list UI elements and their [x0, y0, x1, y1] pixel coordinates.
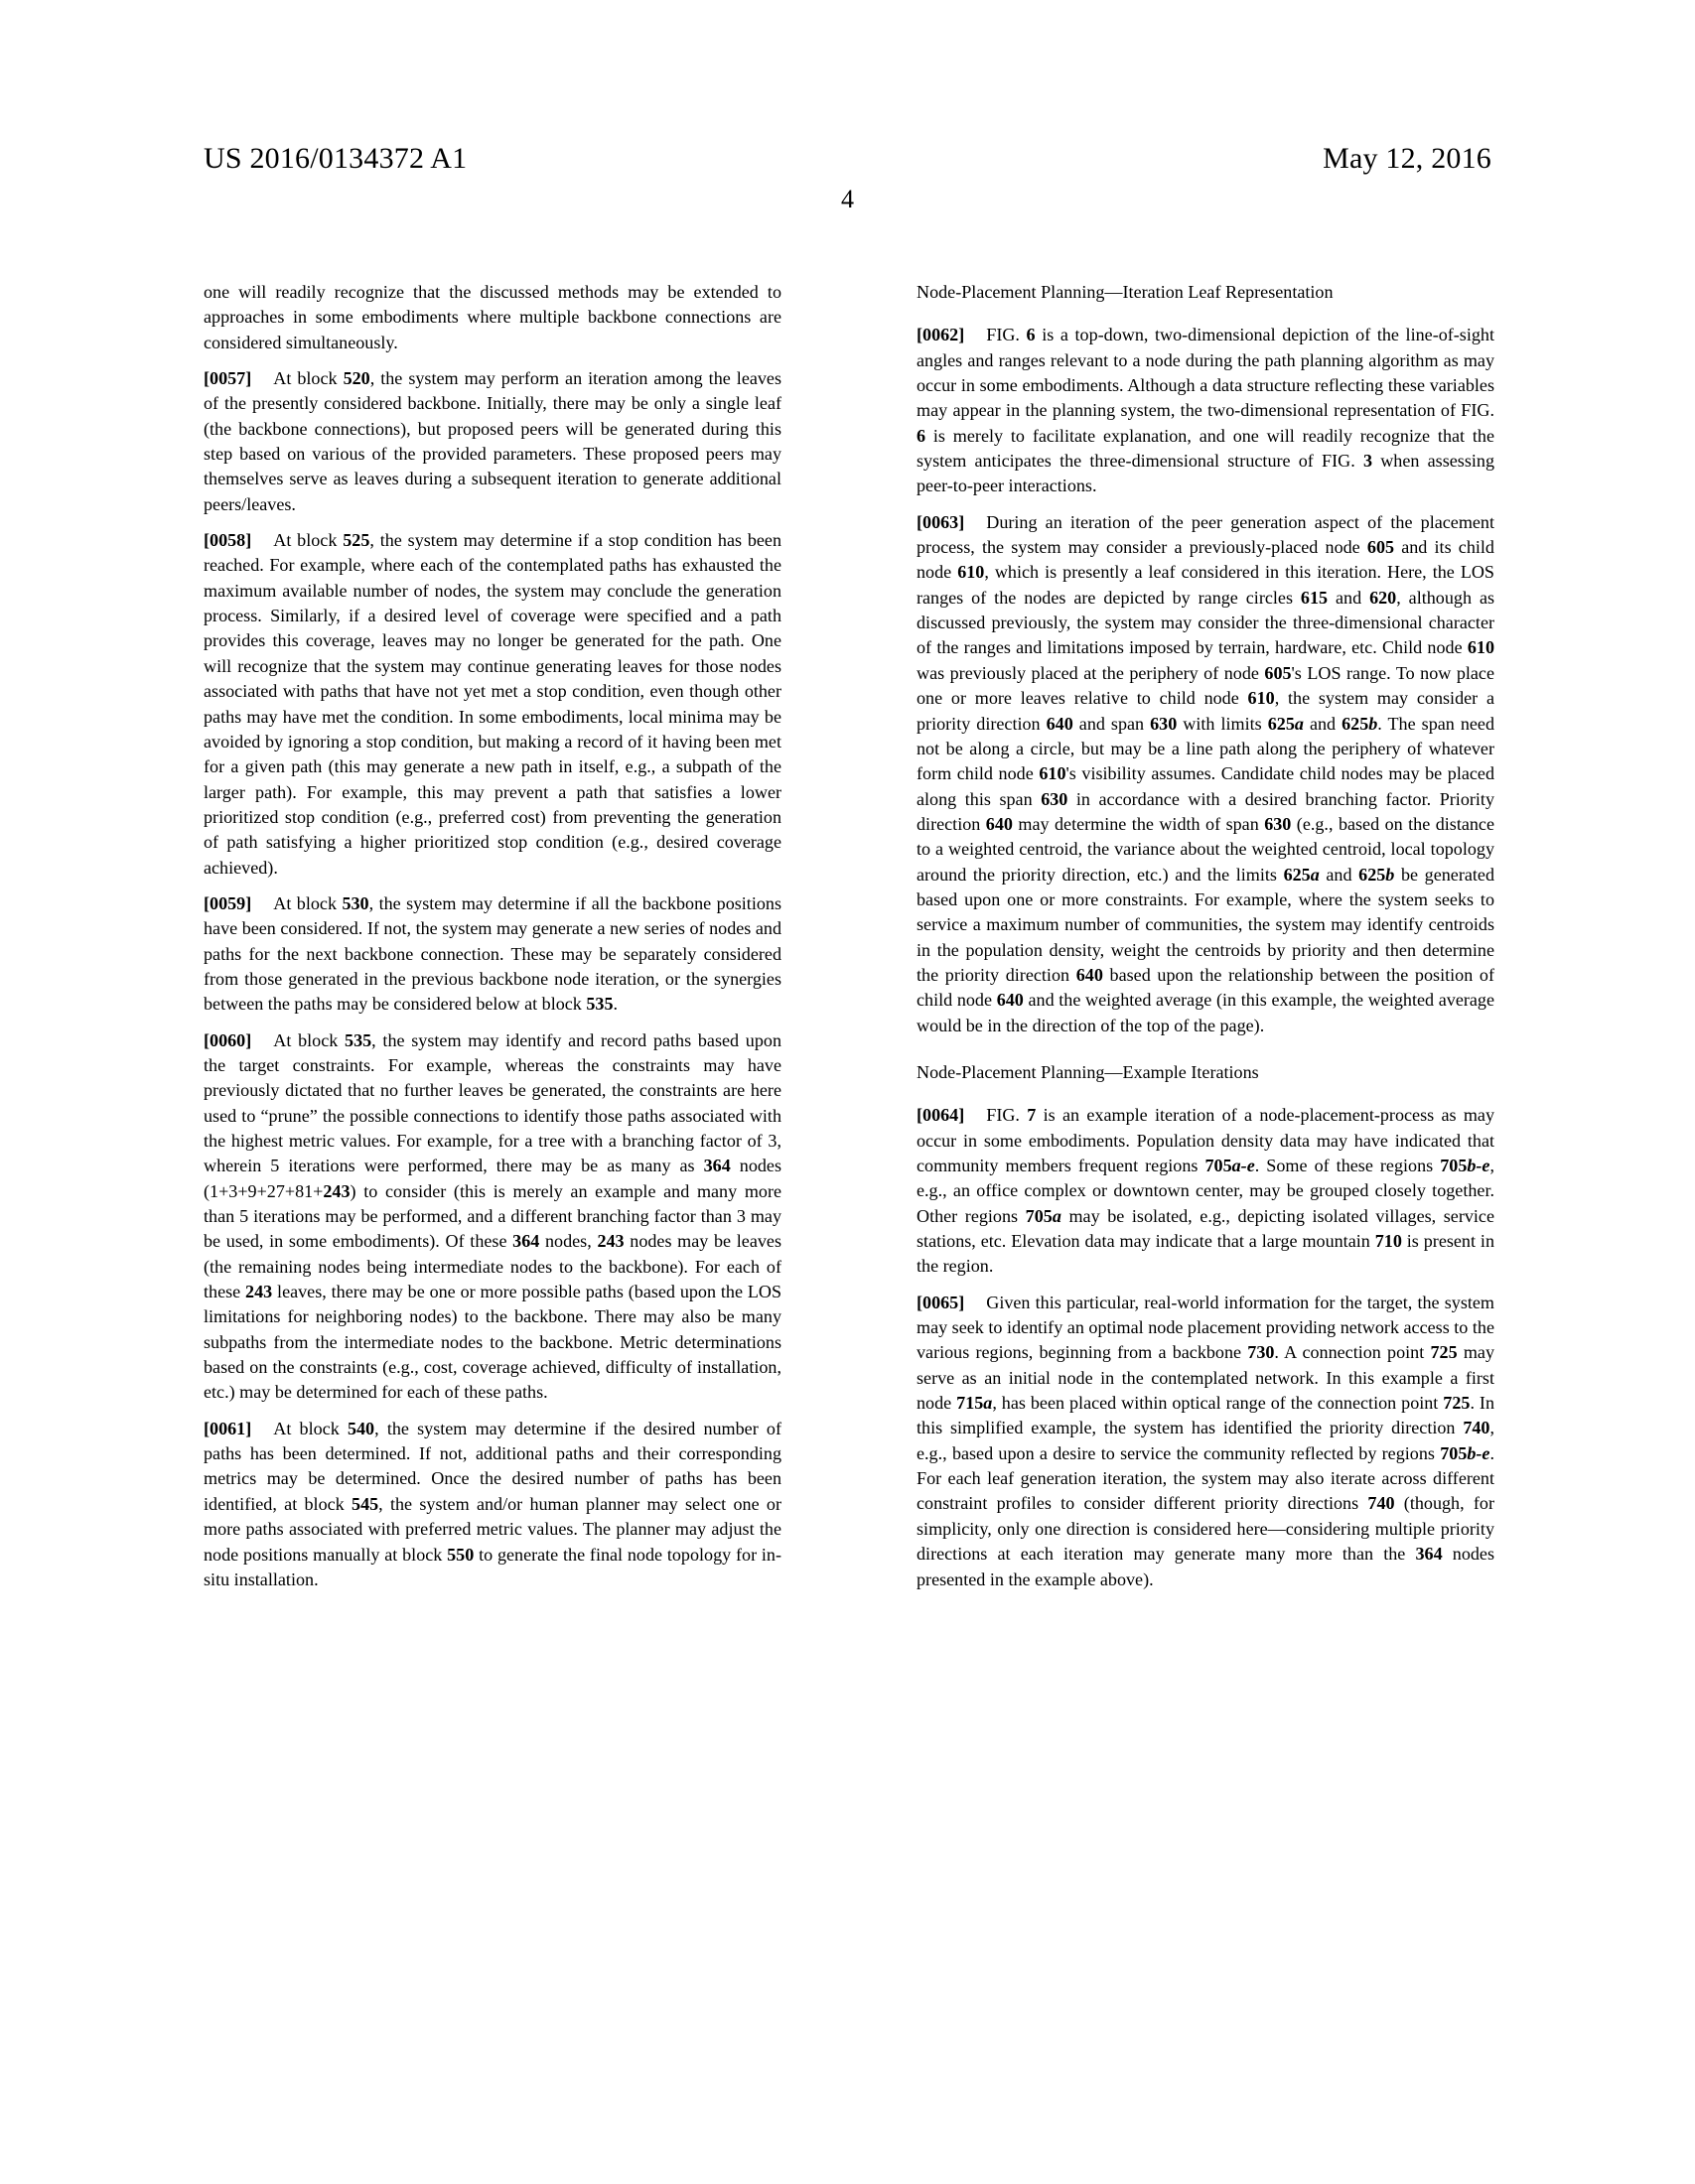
- paragraph-0060: [204, 1028, 781, 1406]
- paragraph-0063: [917, 510, 1494, 1038]
- paragraph-number: [0060]: [204, 1029, 252, 1050]
- paragraph-number: [0065]: [917, 1292, 965, 1312]
- paragraph-text: At block 525, the system may determine if a stop condition has been reached. For example, where each of the contemplated paths has exhausted the maximum available number of nodes, the system may conclude the generation process. Similarly, if a desired level of coverage were specified and a path provides this coverage, leaves may no longer be generated for the path. One will recognize that the system may continue generating leaves for those nodes associated with paths that have not yet met a stop condition, even though other paths may have met the condition. In some embodiments, local minima may be avoided by ignoring a stop condition, but making a record of it having been met for a given path (this may generate a new path in itself, e.g., a subpath of the larger path). For example, this may prevent a path that satisfies a lower prioritized stop condition (e.g., preferred cost) from preventing the generation of path satisfying a higher prioritized stop condition (e.g., desired coverage achieved).: [204, 530, 782, 878]
- paragraph-number: [0062]: [917, 325, 965, 345]
- paragraph-number: [0059]: [204, 892, 252, 913]
- paragraph-carryover: one will readily recognize that the discussed methods may be extended to approaches in some embodiments where multiple backbone connections are considered simultaneously.: [204, 282, 781, 352]
- paragraph-0061: [204, 1417, 781, 1592]
- publication-number: US 2016/0134372 A1: [204, 142, 468, 175]
- paragraph-text: At block 540, the system may determine if the desired number of paths has been determined. If not, additional paths and their corresponding metrics may be determined. Once the desired number of paths has been identified, at block 545, the system and/or human planner may select one or more paths associated with preferred metric values. The planner may adjust the node positions manually at block 550 to generate the final node topology for in-situ installation.: [204, 1418, 782, 1589]
- paragraph-text: During an iteration of the peer generation aspect of the placement process, the system may consider a previously-placed node 605 and its child node 610, which is presently a leaf considered in this iteration. Here, the LOS ranges of the nodes are depicted by range circles 615 and 620, although as discussed previously, the system may consider the three-dimensional character of the ranges and limitations imposed by terrain, hardware, etc. Child node 610 was previously placed at the periphery of node 605's LOS range. To now place one or more leaves relative to child node 610, the system may consider a priority direction 640 and span 630 with limits 625a and 625b. The span need not be along a circle, but may be a line path along the periphery of whatever form child node 610's visibility assumes. Candidate child nodes may be placed along this span 630 in accordance with a desired branching factor. Priority direction 640 may determine the width of span 630 (e.g., based on the distance to a weighted centroid, the variance about the weighted centroid, local topology around the priority direction, etc.) and the limits 625a and 625b be generated based upon one or more constraints. For example, where the system seeks to service a maximum number of communities, the system may identify centroids in the population density, weight the centroids by priority and then determine the priority direction 640 based upon the relationship between the position of child node 640 and the weighted average (in this example, the weighted average would be in the direction of the top of the page).: [917, 511, 1495, 1035]
- paragraph-number: [0064]: [917, 1105, 965, 1126]
- paragraph-number: [0058]: [204, 530, 252, 551]
- paragraph-text: At block 520, the system may perform an iteration among the leaves of the presently considered backbone. Initially, there may be only a single leaf (the backbone connections), but proposed peers will be generated during this step based on various of the provided parameters. These proposed peers may themselves serve as leaves during a subsequent iteration to generate additional peers/leaves.: [204, 368, 782, 514]
- paragraph-text: At block 530, the system may determine if all the backbone positions have been considered. If not, the system may generate a new series of nodes and paths for the next backbone connection. These may be separately considered from those generated in the previous backbone node iteration, or the synergies between the paths may be considered below at block 535.: [204, 892, 781, 1015]
- publication-date: May 12, 2016: [1323, 142, 1491, 175]
- paragraph-0065: [917, 1291, 1494, 1592]
- paragraph-text: FIG. 7 is an example iteration of a node-placement-process as may occur in some embodiments. Population density data may have indicated that community members frequent regions 705a-e. Some of these regions 705b-e, e.g., an office complex or downtown center, may be grouped closely together. Other regions 705a may be isolated, e.g., depicting isolated villages, service stations, etc. Elevation data may indicate that a large mountain 710 is present in the region.: [917, 1105, 1495, 1277]
- running-head: [204, 142, 1491, 184]
- body-columns: [204, 280, 1494, 2087]
- section-heading-example-iterations: Node-Placement Planning—Example Iterations: [917, 1061, 1259, 1082]
- paragraph-0062: [917, 323, 1494, 498]
- section-heading-iteration-leaf: Node-Placement Planning—Iteration Leaf Representation: [917, 282, 1334, 302]
- paragraph-0059: [204, 891, 781, 1018]
- paragraph-number: [0063]: [917, 511, 965, 532]
- paragraph-number: [0057]: [204, 368, 252, 389]
- paragraph-0057: [204, 366, 781, 517]
- paragraph-0064: [917, 1103, 1494, 1279]
- paragraph-number: [0061]: [204, 1418, 252, 1438]
- page-number: 4: [841, 185, 854, 213]
- left-column: [204, 280, 781, 2087]
- paragraph-0058: [204, 528, 781, 881]
- paragraph-text: FIG. 6 is a top-down, two-dimensional depiction of the line-of-sight angles and ranges relevant to a node during the path planning algorithm as may occur in some embodiments. Although a data structure reflecting these variables may appear in the planning system, the two-dimensional representation of FIG. 6 is merely to facilitate explanation, and one will readily recognize that the system anticipates the three-dimensional structure of FIG. 3 when assessing peer-to-peer interactions.: [917, 325, 1495, 496]
- right-column: [917, 280, 1494, 2087]
- paragraph-text: Given this particular, real-world information for the target, the system may seek to identify an optimal node placement providing network access to the various regions, beginning from a backbone 730. A connection point 725 may serve as an initial node in the contemplated network. In this example a first node 715a, has been placed within optical range of the connection point 725. In this simplified example, the system has identified the priority direction 740, e.g., based upon a desire to service the community reflected by regions 705b-e. For each leaf generation iteration, the system may also iterate across different constraint profiles to consider different priority directions 740 (though, for simplicity, only one direction is considered here—considering multiple priority directions at each iteration may generate many more than the 364 nodes presented in the example above).: [917, 1292, 1494, 1589]
- paragraph-text: At block 535, the system may identify and record paths based upon the target constraints. For example, whereas the constraints may have previously dictated that no further leaves be generated, the constraints are here used to “prune” the possible connections to identify those paths associated with the highest metric values. For example, for a tree with a branching factor of 3, wherein 5 iterations were performed, there may be as many as 364 nodes (1+3+9+27+81+243) to consider (this is merely an example and many more than 5 iterations may be performed, and a different branching factor than 3 may be used, in some embodiments). Of these 364 nodes, 243 nodes may be leaves (the remaining nodes being intermediate nodes to the backbone). For each of these 243 leaves, there may be one or more possible paths (based upon the LOS limitations for neighboring nodes) to the backbone. There may also be many subpaths from the intermediate nodes to the backbone. Metric determinations based on the constraints (e.g., cost, coverage achieved, difficulty of installation, etc.) may be determined for each of these paths.: [204, 1029, 782, 1403]
